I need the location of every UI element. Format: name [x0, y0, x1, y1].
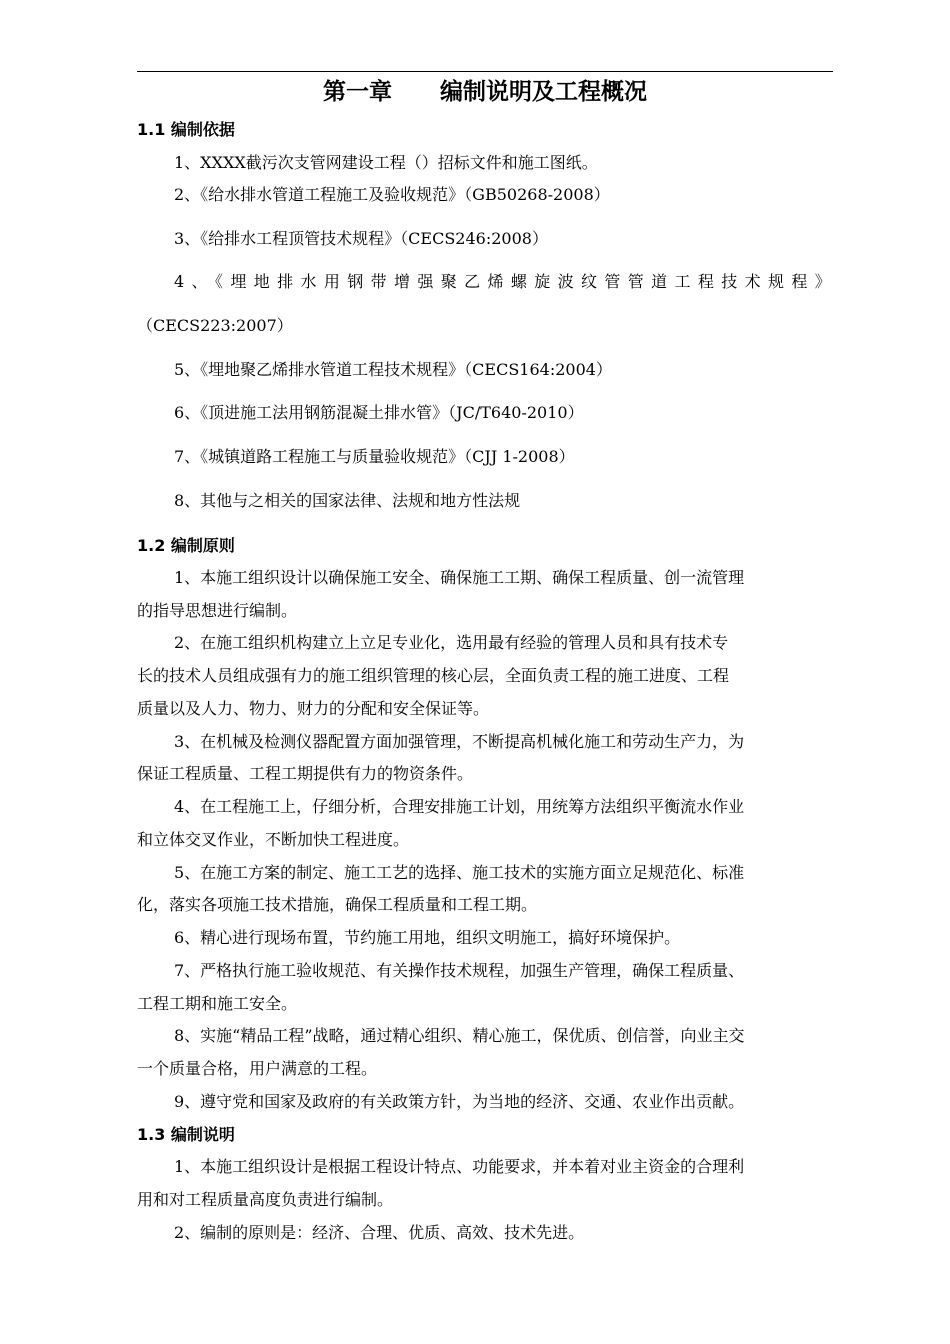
explanation-line: 1、本施工组织设计是根据工程设计特点、功能要求，并本着对业主资金的合理利: [174, 1157, 745, 1176]
principle-line: 和立体交叉作业，不断加快工程进度。: [137, 830, 410, 849]
principle-line: 质量以及人力、物力、财力的分配和安全保证等。: [137, 699, 490, 718]
basis-item-8: 8、其他与之相关的国家法律、法规和地方性法规: [174, 491, 521, 510]
principle-line: 9、遵守党和国家及政府的有关政策方针，为当地的经济、交通、农业作出贡献。: [174, 1092, 745, 1111]
basis-item-7: 7、《城镇道路工程施工与质量验收规范》（CJJ 1-2008）: [174, 447, 575, 466]
principle-line: 3、在机械及检测仪器配置方面加强管理，不断提高机械化施工和劳动生产力，为: [174, 732, 745, 751]
basis-item-6: 6、《顶进施工法用钢筋混凝土排水管》（JC/T640-2010）: [174, 403, 584, 422]
principle-line: 化，落实各项施工技术措施，确保工程质量和工程工期。: [137, 895, 538, 914]
principle-line: 的指导思想进行编制。: [137, 601, 298, 620]
principle-line: 5、在施工方案的制定、施工工艺的选择、施工技术的实施方面立足规范化、标准: [174, 863, 745, 882]
section-heading-1-3: 1.3 编制说明: [137, 1125, 235, 1144]
principle-line: 8、实施“精品工程”战略，通过精心组织、精心施工，保优质、创信誉，向业主交: [174, 1026, 745, 1045]
explanation-line: 用和对工程质量高度负责进行编制。: [137, 1190, 394, 1209]
section-heading-1-1: 1.1 编制依据: [137, 120, 235, 139]
principle-line: 6、精心进行现场布置，节约施工用地，组织文明施工，搞好环境保护。: [174, 928, 681, 947]
chapter-title: 第一章 编制说明及工程概况: [322, 79, 648, 105]
principle-line: 长的技术人员组成强有力的施工组织管理的核心层，全面负责工程的施工进度、工程: [137, 666, 730, 685]
basis-item-3: 3、《给排水工程顶管技术规程》（CECS246:2008）: [174, 229, 548, 248]
basis-item-5: 5、《埋地聚乙烯排水管道工程技术规程》（CECS164:2004）: [174, 360, 612, 379]
principle-line: 4、在工程施工上，仔细分析，合理安排施工计划，用统筹方法组织平衡流水作业: [174, 797, 745, 816]
principle-line: 一个质量合格，用户满意的工程。: [137, 1059, 378, 1078]
section-heading-1-2: 1.2 编制原则: [137, 536, 235, 555]
basis-item-4-code: （CECS223:2007）: [137, 316, 293, 335]
principle-line: 7、严格执行施工验收规范、有关操作技术规程，加强生产管理，确保工程质量、: [174, 961, 745, 980]
principle-line: 1、本施工组织设计以确保施工安全、确保施工工期、确保工程质量、创一流管理: [174, 568, 745, 587]
principle-line: 保证工程质量、工程工期提供有力的物资条件。: [137, 764, 474, 783]
explanation-line: 2、编制的原则是：经济、合理、优质、高效、技术先进。: [174, 1223, 585, 1242]
header-rule: [137, 71, 833, 72]
basis-item-4: 4、《埋地排水用钢带增强聚乙烯螺旋波纹管管道工程技术规程》: [174, 272, 833, 291]
basis-item-1: 1、XXXX截污次支管网建设工程（）招标文件和施工图纸。: [174, 153, 598, 172]
basis-item-2: 2、《给水排水管道工程施工及验收规范》（GB50268-2008）: [174, 185, 610, 204]
principle-line: 2、在施工组织机构建立上立足专业化，选用最有经验的管理人员和具有技术专: [174, 633, 729, 652]
principle-line: 工程工期和施工安全。: [137, 994, 298, 1013]
